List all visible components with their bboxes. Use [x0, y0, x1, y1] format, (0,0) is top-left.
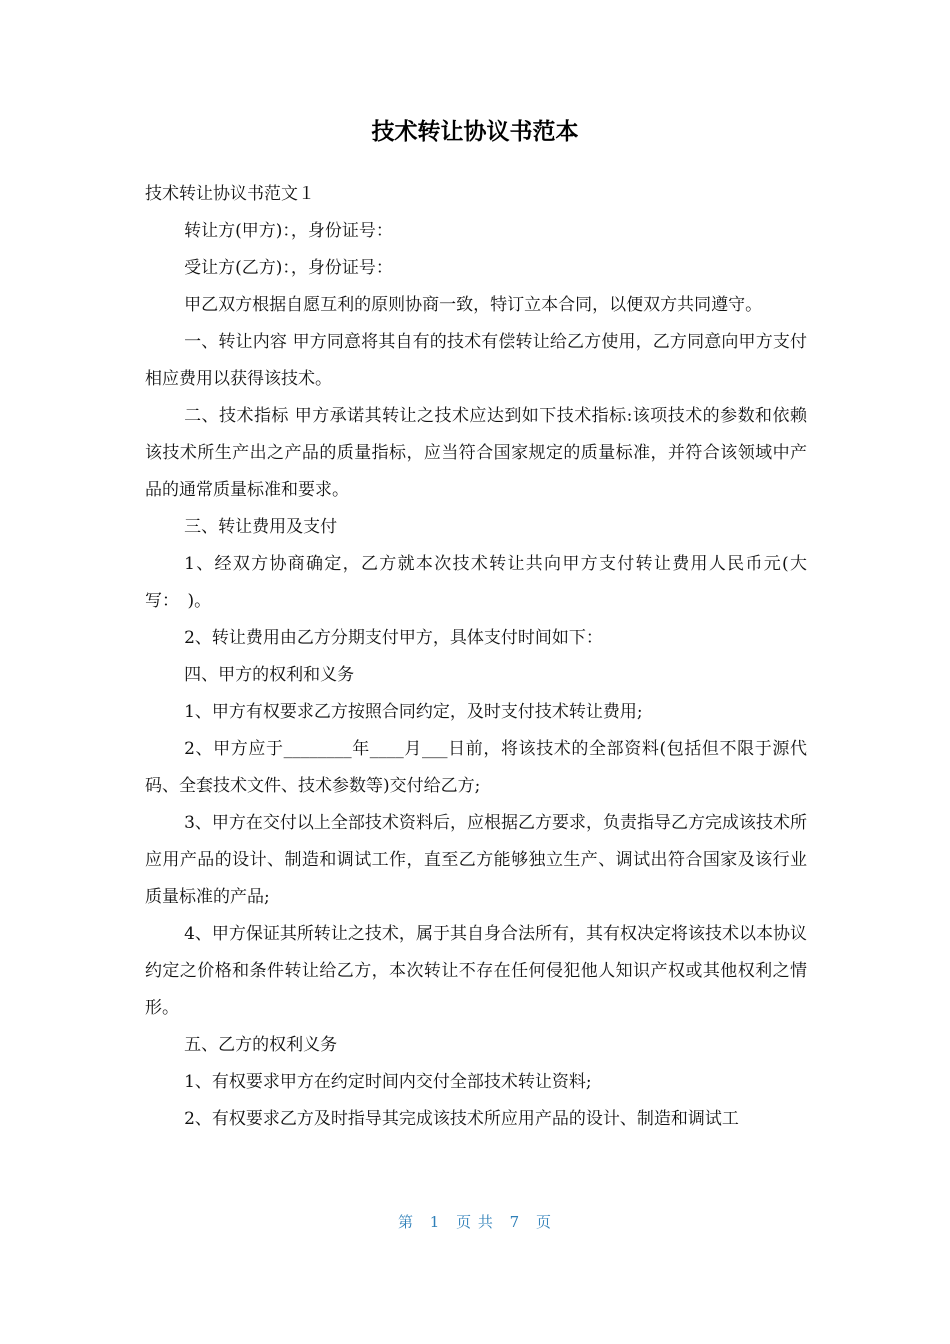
footer-middle: 页 共 — [456, 1213, 494, 1231]
document-title: 技术转让协议书范本 — [371, 119, 579, 145]
paragraph-preamble: 甲乙双方根据自愿互利的原则协商一致，特订立本合同，以便双方共同遵守。 — [184, 295, 763, 315]
heading-section-4: 四、甲方的权利和义务 — [184, 665, 355, 685]
footer-suffix: 页 — [536, 1213, 553, 1231]
paragraph-transferee: 受让方(乙方)：，身份证号： — [184, 258, 393, 278]
page-footer — [0, 1210, 950, 1234]
heading-section-5: 五、乙方的权利义务 — [184, 1035, 338, 1055]
paragraph-section-2: 二、技术指标 甲方承诺其转让之技术应达到如下技术指标:该项技术的参数和依赖该技术所生产出之产品的质量指标，应当符合国家规定的质量标准，并符合该领域中产品的通常质量标准和要求。 — [145, 406, 807, 500]
footer-current-page: 1 — [429, 1213, 441, 1231]
document-subtitle: 技术转让协议书范文１ — [145, 184, 315, 204]
paragraph-5-2: 2、有权要求乙方及时指导其完成该技术所应用产品的设计、制造和调试工 — [184, 1109, 739, 1129]
paragraph-4-2: 2、甲方应于________年____月___日前，将该技术的全部资料(包括但不限于源代码、全套技术文件、技术参数等)交付给乙方; — [145, 739, 807, 796]
footer-prefix: 第 — [397, 1213, 414, 1231]
paragraph-4-4: 4、甲方保证其所转让之技术，属于其自身合法所有，其有权决定将该技术以本协议约定之价格和条件转让给乙方，本次转让不存在任何侵犯他人知识产权或其他权利之情形。 — [145, 924, 807, 1018]
paragraph-transferor: 转让方(甲方)：，身份证号： — [184, 221, 393, 241]
paragraph-5-1: 1、有权要求甲方在约定时间内交付全部技术转让资料; — [184, 1072, 592, 1092]
paragraph-3-2: 2、转让费用由乙方分期支付甲方，具体支付时间如下： — [184, 628, 603, 648]
paragraph-4-3: 3、甲方在交付以上全部技术资料后，应根据乙方要求，负责指导乙方完成该技术所应用产品的设计、制造和调试工作，直至乙方能够独立生产、调试出符合国家及该行业质量标准的产品; — [145, 813, 807, 907]
paragraph-section-1: 一、转让内容 甲方同意将其自有的技术有偿转让给乙方使用，乙方同意向甲方支付相应费用以获得该技术。 — [145, 332, 807, 389]
paragraph-3-1: 1、经双方协商确定，乙方就本次技术转让共向甲方支付转让费用人民币元(大写： )。 — [145, 554, 807, 611]
document-body — [145, 176, 807, 1138]
heading-section-3: 三、转让费用及支付 — [184, 517, 338, 537]
paragraph-4-1: 1、甲方有权要求乙方按照合同约定，及时支付技术转让费用; — [184, 702, 643, 722]
footer-total-pages: 7 — [509, 1213, 521, 1231]
